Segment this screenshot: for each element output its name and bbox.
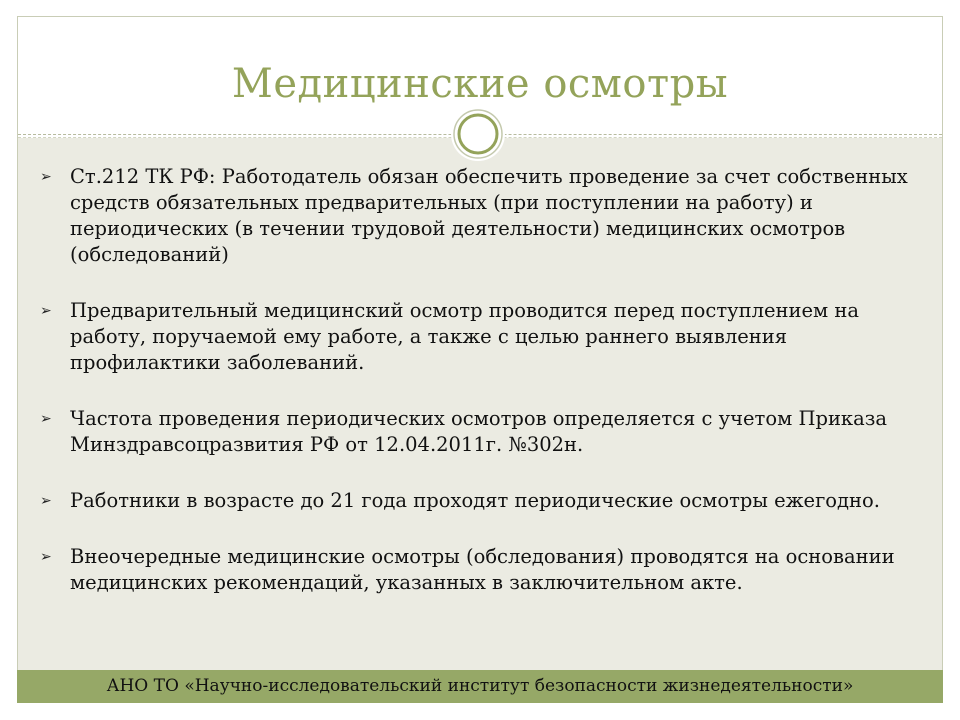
- bullet-text: Предварительный медицинский осмотр проводится перед поступлением на работу, поручаемой ему работе, а также с целью раннего выявления профилактики заболеваний.: [70, 299, 860, 374]
- slide-title: Медицинские осмотры: [231, 61, 729, 107]
- bullet-item-extraordinary-exam: [40, 544, 920, 596]
- footer-organization-text: АНО ТО «Научно-исследовательский институт безопасности жизнедеятельности»: [106, 676, 854, 696]
- chevron-right-icon: ➢: [40, 411, 52, 427]
- bullet-item-periodic-frequency: [40, 406, 920, 458]
- bullet-item-under-21: [40, 488, 920, 514]
- chevron-right-icon: ➢: [40, 303, 52, 319]
- bullet-text: Частота проведения периодических осмотров определяется с учетом Приказа Минздравсоцразвития РФ от 12.04.2011г. №302н.: [70, 407, 888, 456]
- bullet-item-preliminary-exam: [40, 298, 920, 376]
- chevron-right-icon: ➢: [40, 169, 52, 185]
- footer-bar: [17, 670, 943, 703]
- chevron-right-icon: ➢: [40, 549, 52, 565]
- bullet-text: Внеочередные медицинские осмотры (обследования) проводятся на основании медицинских рекомендаций, указанных в заключительном акте.: [70, 545, 895, 594]
- ring-ornament-icon: [451, 107, 505, 161]
- bullet-text: Ст.212 ТК РФ: Работодатель обязан обеспечить проведение за счет собственных средств обязательных предварительных (при поступлении на работу) и периодических (в течении трудовой деятельности) медицинских осмотров (обследований): [70, 165, 908, 266]
- bullet-list: [40, 164, 920, 626]
- ring-ornament-svg: [451, 107, 505, 161]
- chevron-right-icon: ➢: [40, 493, 52, 509]
- bullet-text: Работники в возрасте до 21 года проходят периодические осмотры ежегодно.: [70, 489, 880, 512]
- bullet-item-article-212: [40, 164, 920, 268]
